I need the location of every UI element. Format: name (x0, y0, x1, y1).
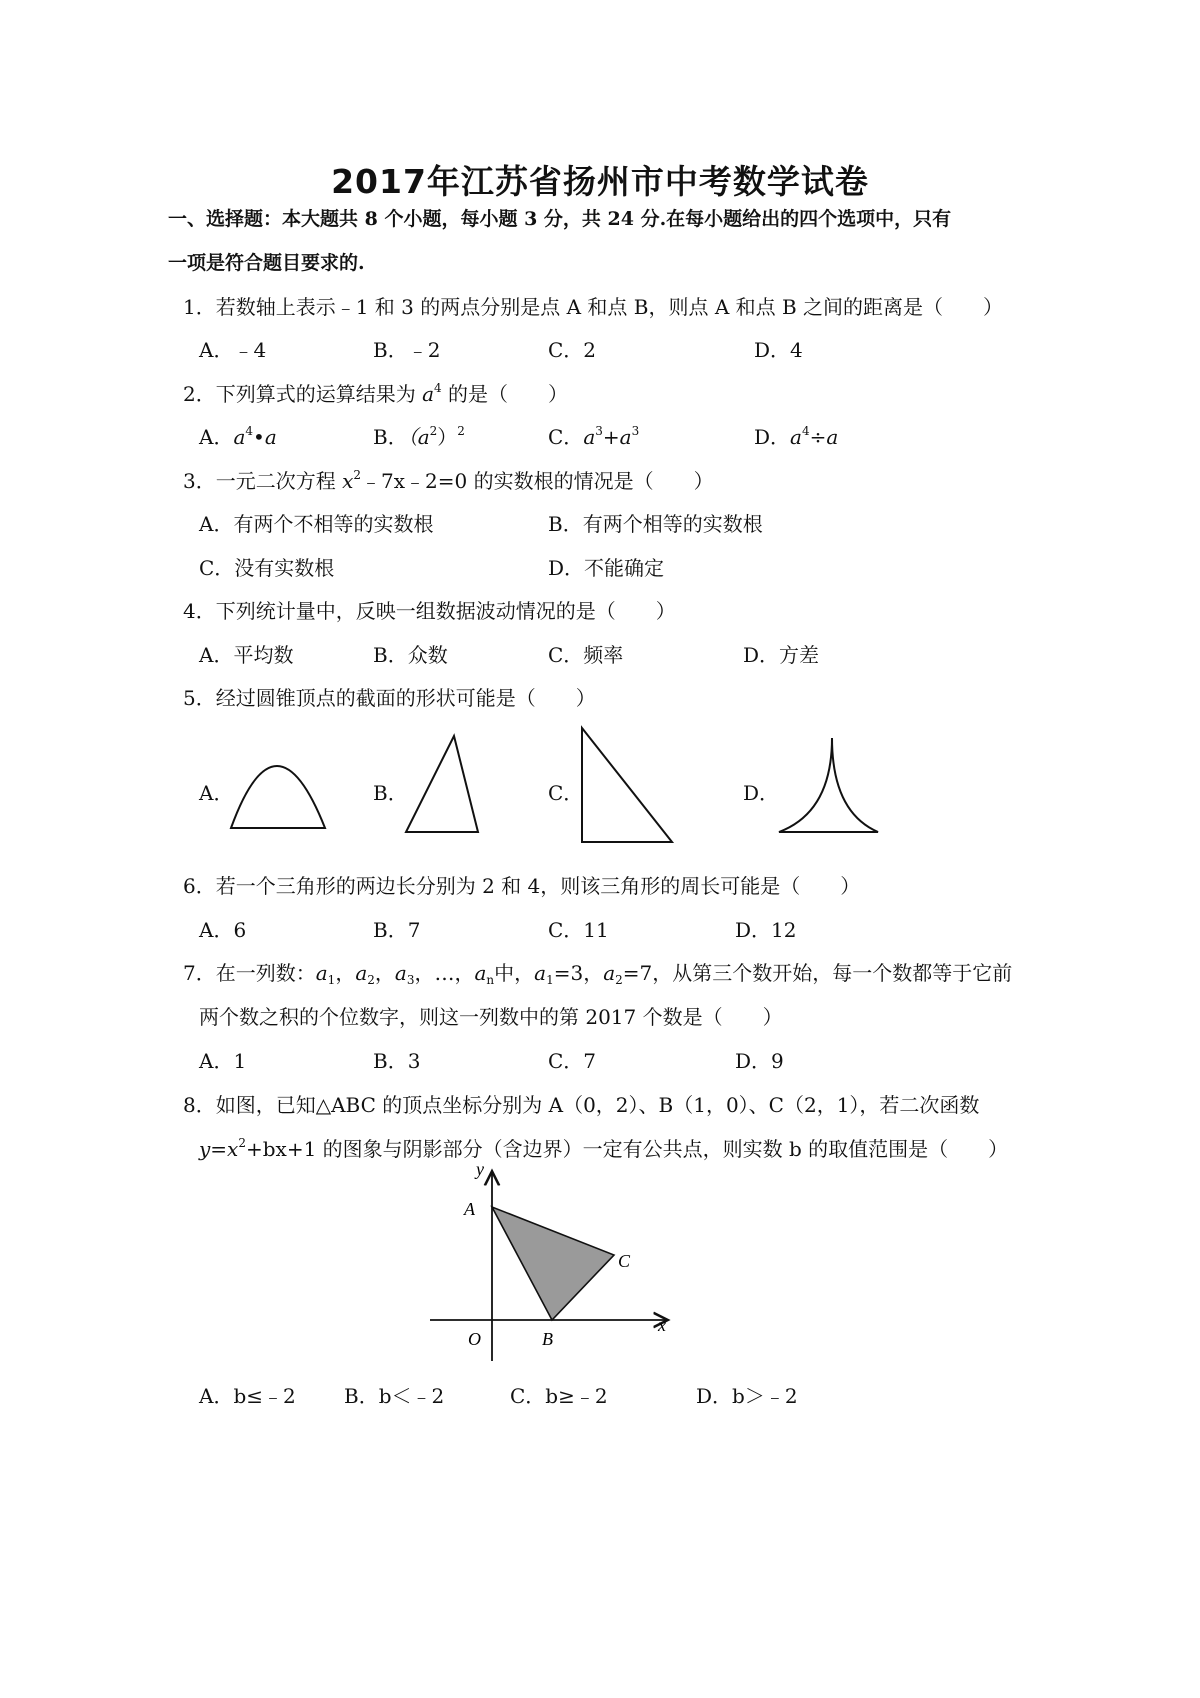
q5-option-a-label: A． (199, 781, 234, 805)
q4-option-b: B．众数 (373, 643, 448, 667)
question-5-text: 5．经过圆锥顶点的截面的形状可能是（ ） (183, 686, 596, 710)
question-4-text: 4．下列统计量中，反映一组数据波动情况的是（ ） (183, 599, 676, 623)
q8-option-a: A．b≤﹣2 (199, 1384, 296, 1408)
q7-option-b: B．3 (373, 1049, 421, 1073)
section-header-line2: 一项是符合题目要求的. (168, 252, 365, 274)
q3-option-c: C．没有实数根 (199, 556, 335, 580)
q4-option-c: C．频率 (548, 643, 624, 667)
q5-option-b-label: B． (373, 781, 408, 805)
q8-option-c: C．b≥﹣2 (510, 1384, 608, 1408)
question-3-text: 3．一元二次方程 $x^2﹣7x﹣2=0$ 的实数根的情况是（ ） (183, 468, 714, 493)
q6-option-b: B．7 (373, 918, 421, 942)
q5-option-d-label: D． (743, 781, 780, 805)
q8-option-b: B．b＜﹣2 (344, 1384, 445, 1408)
q7-option-d: D．9 (735, 1049, 784, 1073)
q7-option-a: A．1 (199, 1049, 247, 1073)
point-c-label: C (618, 1251, 631, 1271)
q2-option-a: A．$a^4•a$ (199, 424, 277, 449)
question-8-line2: $y=x^2+bx+1$ 的图象与阴影部分（含边界）一定有公共点，则实数 b 的取值范围是（ ） (199, 1136, 1009, 1161)
right-triangle-shape (582, 728, 672, 842)
page-title: 2017年江苏省扬州市中考数学试卷 (331, 162, 869, 201)
q2-option-b: B．$(a^2)^2$ (373, 424, 465, 449)
origin-label: O (468, 1329, 481, 1349)
point-b-label: B (542, 1329, 553, 1349)
question-6-text: 6．若一个三角形的两边长分别为 2 和 4，则该三角形的周长可能是（ ） (183, 874, 861, 898)
question-7-line2: 两个数之积的个位数字，则这一列数中的第 2017 个数是（ ） (199, 1005, 783, 1029)
q6-option-c: C．11 (548, 918, 609, 942)
q3-option-a: A．有两个不相等的实数根 (199, 512, 434, 536)
q8-option-d: D．b＞﹣2 (696, 1384, 798, 1408)
q4-option-d: D．方差 (743, 643, 820, 667)
q6-option-d: D．12 (735, 918, 797, 942)
q1-option-a: A．﹣4 (199, 338, 267, 362)
q1-option-d: D．4 (754, 338, 803, 362)
y-axis-label: y (476, 1159, 484, 1179)
question-1-text: 1．若数轴上表示﹣1 和 3 的两点分别是点 A 和点 B，则点 A 和点 B 之间的距离是（ ） (183, 295, 1004, 319)
q5-option-c-label: C． (548, 781, 584, 805)
coordinate-figure (420, 1159, 680, 1363)
shaded-triangle-abc (492, 1207, 614, 1320)
question-2-text: 2．下列算式的运算结果为 $a^4$ 的是（ ） (183, 381, 569, 406)
point-a-label: A (464, 1199, 475, 1219)
q1-option-b: B．﹣2 (373, 338, 441, 362)
parabola-arch-shape (231, 766, 325, 828)
q2-option-d: D．$a^4\div a$ (754, 424, 839, 449)
question-7-line1: 7．在一列数：$a_1$，$a_2$，$a_3$，…，$a_n$中，$a_1=3$，$a_2=7$，从第三个数开始，每一个数都等于它前 (183, 961, 1013, 987)
section-header-line1: 一、选择题：本大题共 8 个小题，每小题 3 分，共 24 分.在每小题给出的四个选项中，只有 (168, 208, 952, 230)
q1-option-c: C．2 (548, 338, 597, 362)
q3-option-b: B．有两个相等的实数根 (548, 512, 763, 536)
right-triangle-figure (572, 722, 682, 852)
concave-triangle-figure (770, 730, 890, 840)
question-8-line1: 8．如图，已知△ABC 的顶点坐标分别为 A（0，2）、B（1，0）、C（2，1），若二次函数 (183, 1093, 980, 1117)
isosceles-triangle-shape (406, 736, 478, 832)
q6-option-a: A．6 (199, 918, 247, 942)
q4-option-a: A．平均数 (199, 643, 294, 667)
q7-option-c: C．7 (548, 1049, 597, 1073)
concave-triangle-shape (779, 738, 878, 832)
q2-option-c: C．$a^3+a^3$ (548, 424, 640, 449)
x-axis-label: x (658, 1315, 666, 1335)
isosceles-triangle-figure (398, 730, 508, 840)
q3-option-d: D．不能确定 (548, 556, 665, 580)
parabola-arch-figure (220, 730, 340, 840)
